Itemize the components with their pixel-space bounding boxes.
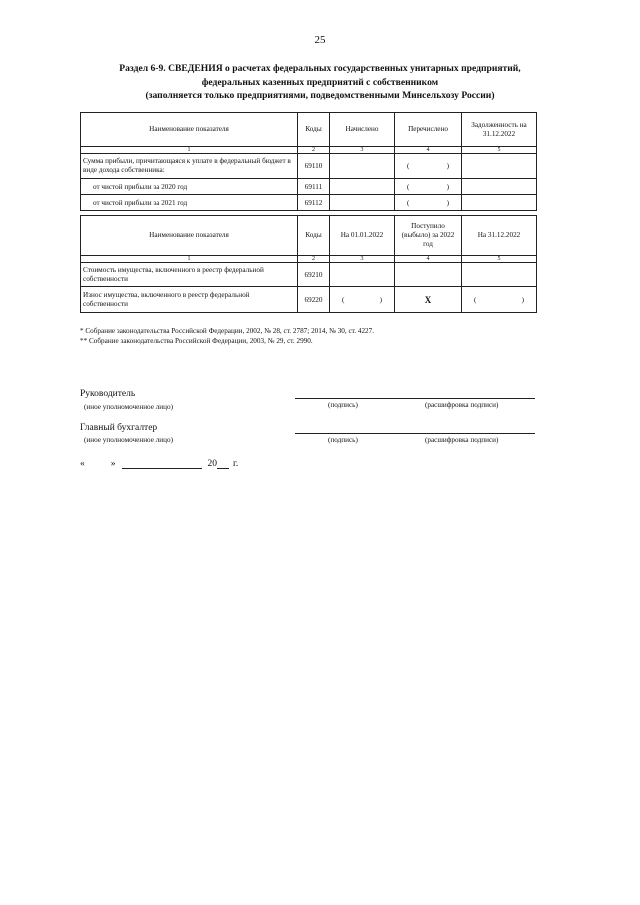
table-row <box>81 154 537 179</box>
title-line-1: Раздел 6-9. СВЕДЕНИЯ о расчетах федеральных государственных унитарных предприятий, <box>119 63 521 74</box>
col-number: 5 <box>462 147 537 154</box>
signature-role-accountant: Главный бухгалтер <box>80 423 158 433</box>
cell-accrued[interactable] <box>330 195 395 211</box>
signature-decode-label: (расшифровка подписи) <box>425 436 499 444</box>
header-change: Поступило (выбыло) за 2022 год <box>395 216 462 256</box>
row-name: Износ имущества, включенного в реестр федеральной собственности <box>81 287 298 313</box>
signature-line-head[interactable] <box>295 398 535 399</box>
header-name: Наименование показателя <box>81 113 298 147</box>
cell-start[interactable] <box>330 263 395 287</box>
cell-change[interactable] <box>395 263 462 287</box>
page-number: 25 <box>314 34 326 46</box>
row-code: 69111 <box>298 179 330 195</box>
signature-sub-head: (иное уполномоченное лицо) <box>84 403 173 411</box>
row-code: 69110 <box>298 154 330 179</box>
header-accrued: Начислено <box>330 113 395 147</box>
cell-debt[interactable] <box>462 195 537 211</box>
signature-line-accountant[interactable] <box>295 433 535 434</box>
col-number: 1 <box>81 147 298 154</box>
signature-role-head: Руководитель <box>80 389 136 399</box>
section-title <box>80 62 560 103</box>
col-number: 1 <box>81 256 298 263</box>
row-code: 69220 <box>298 287 330 313</box>
cell-start[interactable]: ( ) <box>330 287 395 313</box>
table-row <box>81 179 537 195</box>
row-name: от чистой прибыли за 2021 год <box>81 195 298 211</box>
row-name: Сумма прибыли, причитающаяся к уплате в федеральный бюджет в виде дохода собственника: <box>81 154 298 179</box>
title-line-2: федеральных казенных предприятий с собственником <box>201 76 439 88</box>
col-number: 3 <box>330 147 395 154</box>
date-close-quote: » <box>110 459 116 469</box>
signature-sub-accountant: (иное уполномоченное лицо) <box>84 436 173 444</box>
cell-end[interactable]: ( ) <box>462 287 537 313</box>
cell-transferred[interactable]: ( ) <box>395 154 462 179</box>
signature-decode-label: (расшифровка подписи) <box>425 401 499 409</box>
col-number: 5 <box>462 256 537 263</box>
col-number: 4 <box>395 256 462 263</box>
date-day-field[interactable] <box>89 460 107 469</box>
header-end: На 31.12.2022 <box>462 216 537 256</box>
property-table <box>80 215 537 313</box>
date-line <box>80 459 238 469</box>
col-number: 3 <box>330 256 395 263</box>
signature-sign-label: (подпись) <box>328 436 358 444</box>
cell-change-x: X <box>395 287 462 313</box>
footnote-2: ** Собрание законодательства Российской Федерации, 2003, № 29, ст. 2990. <box>80 337 313 345</box>
header-name: Наименование показателя <box>81 216 298 256</box>
header-codes: Коды <box>298 216 330 256</box>
date-year-field[interactable] <box>217 459 229 469</box>
title-line-3: (заполняется только предприятиями, подведомственными Минсельхозу России) <box>145 90 495 101</box>
cell-debt[interactable] <box>462 154 537 179</box>
profit-table <box>80 112 537 211</box>
row-name: от чистой прибыли за 2020 год <box>81 179 298 195</box>
footnotes <box>80 326 374 346</box>
footnote-1: * Собрание законодательства Российской Федерации, 2002, № 28, ст. 2787; 2014, № 30, ст. 4227. <box>80 327 375 335</box>
cell-accrued[interactable] <box>330 179 395 195</box>
header-debt: Задолженность на 31.12.2022 <box>462 113 537 147</box>
date-year-suffix: г. <box>233 459 239 469</box>
row-code: 69112 <box>298 195 330 211</box>
row-code: 69210 <box>298 263 330 287</box>
date-year-prefix: 20 <box>207 459 217 469</box>
header-transferred: Перечислено <box>395 113 462 147</box>
signature-sign-label: (подпись) <box>328 401 358 409</box>
cell-end[interactable] <box>462 263 537 287</box>
table-row <box>81 195 537 211</box>
col-number: 4 <box>395 147 462 154</box>
cell-transferred[interactable]: ( ) <box>395 179 462 195</box>
table-row <box>81 263 537 287</box>
date-month-field[interactable] <box>122 459 202 469</box>
header-codes: Коды <box>298 113 330 147</box>
cell-accrued[interactable] <box>330 154 395 179</box>
date-open-quote: « <box>80 459 85 469</box>
cell-transferred[interactable]: ( ) <box>395 195 462 211</box>
header-start: На 01.01.2022 <box>330 216 395 256</box>
row-name: Стоимость имущества, включенного в реестр федеральной собственности <box>81 263 298 287</box>
cell-debt[interactable] <box>462 179 537 195</box>
col-number: 2 <box>298 256 330 263</box>
table-row <box>81 287 537 313</box>
col-number: 2 <box>298 147 330 154</box>
